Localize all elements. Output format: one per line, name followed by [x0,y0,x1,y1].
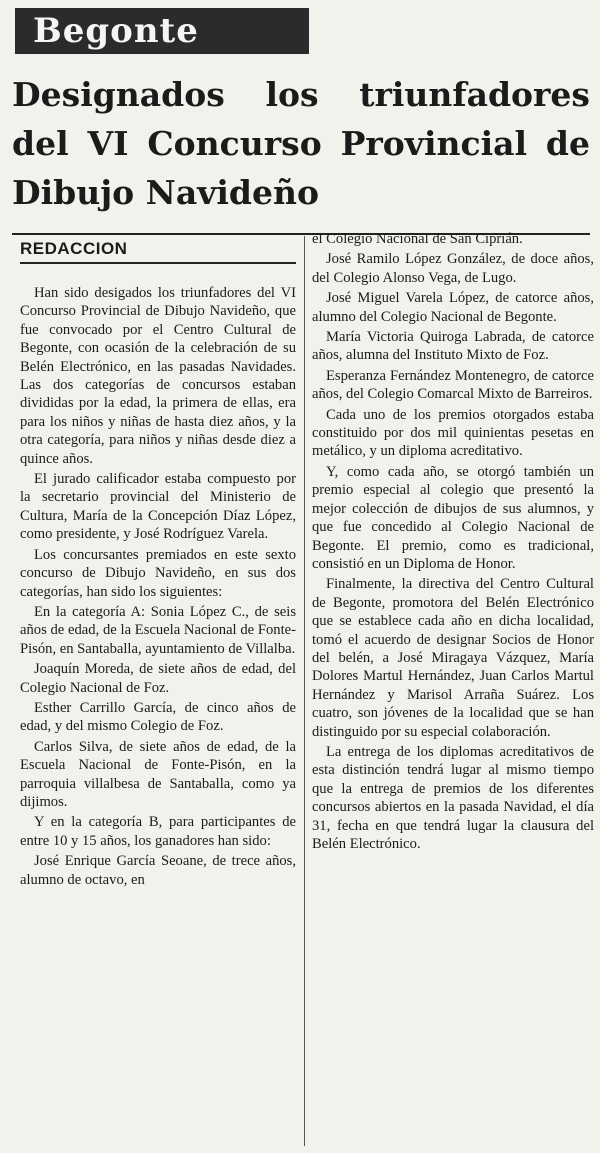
headline-line: Dibujo Navideño [12,173,319,212]
paragraph: Esther Carrillo García, de cinco años de edad, y del mismo Colegio de Foz. [20,699,296,735]
article-column-right [312,230,594,855]
paragraph: el Colegio Nacional de San Ciprián. [312,231,523,247]
paragraph: El jurado calificador estaba compuesto por la secretario provincial del Ministerio de Cultura, María de la Concepción Díaz López, como presidente, y José Rodríguez Varela. [20,471,296,543]
paragraph: José Miguel Varela López, de catorce años, alumno del Colegio Nacional de Begonte. [312,290,594,325]
paragraph: La entrega de los diplomas acreditativos de esta distinción tendrá lugar al mismo tiempo que la entrega de premios de los diferentes concursos abiertos en la pasada Navidad, el día 31, fecha en que tendrá lugar la clausura del Belén Electrónico. [312,743,594,852]
paragraph: José Ramilo López González, de doce años, del Colegio Alonso Vega, de Lugo. [312,251,594,286]
paragraph: María Victoria Quiroga Labrada, de catorce años, alumna del Instituto Mixto de Foz. [312,329,594,364]
paragraph: Carlos Silva, de siete años de edad, de la Escuela Nacional de Fonte-Pisón, en la parroquia villalbesa de Santaballa, como ya dijimos. [20,738,296,810]
section-banner: Begonte [15,8,309,54]
column-divider [304,236,305,1146]
byline: REDACCION [20,236,296,264]
paragraph: José Enrique García Seoane, de trece años, alumno de octavo, en [20,853,296,888]
paragraph: Y, como cada año, se otorgó también un premio especial al colegio que presentó la mejor colección de dibujos de sus alumnos, y que fue concedido al Colegio Nacional de Begonte. El premio, como es tradicional, consistió en un Diploma de Honor. [312,463,594,572]
paragraph: Joaquín Moreda, de siete años de edad, del Colegio Nacional de Foz. [20,661,296,696]
paragraph: Esperanza Fernández Montenegro, de catorce años, del Colegio Comarcal Mixto de Barreiros. [312,367,594,403]
paragraph: Han sido desigados los triunfadores del VI Concurso Provincial de Dibujo Navideño, que fue convocado por el Centro Cultural de Begonte, con ocasión de la celebración de su Belén Electrónico, en las pasadas Navidades. Las dos categorías de concursos estaban divididas por la edad, la primera de ellas, era para los niños y niñas de hasta diez años, y la otra categoría, para niños y niñas desde diez a quince años. [20,285,296,467]
paragraph: Los concursantes premiados en este sexto concurso de Dibujo Navideño, en sus dos categorías, han sido los siguientes: [20,546,296,600]
paragraph: En la categoría A: Sonia López C., de seis años de edad, de la Escuela Nacional de Fonte-Pisón, en Santaballa, ayuntamiento de Villalba. [20,603,296,657]
headline-line: Designados los triunfadores [12,75,590,114]
paragraph: Cada uno de los premios otorgados estaba constituido por dos mil quinientas pesetas en metálico, y un diploma acreditativo. [312,406,594,460]
paragraph: Finalmente, la directiva del Centro Cultural de Begonte, promotora del Belén Electrónico que se establece cada año en dicha localidad, tomó el acuerdo de designar Socios de Honor del belén, a José Miragaya Vázquez, María Dolores Martul Hernández, Juan Carlos Martul Hernández y Marisol Arraña Suárez. Los cuatro, son jóvenes de la localidad que se han distinguido por su especial colaboración. [312,576,594,740]
headline-line: del VI Concurso Provincial de [12,124,590,163]
headline [12,70,590,217]
paragraph: Y en la categoría B, para participantes de entre 10 y 15 años, los ganadores han sido: [20,814,296,849]
article-column-left [20,284,296,891]
